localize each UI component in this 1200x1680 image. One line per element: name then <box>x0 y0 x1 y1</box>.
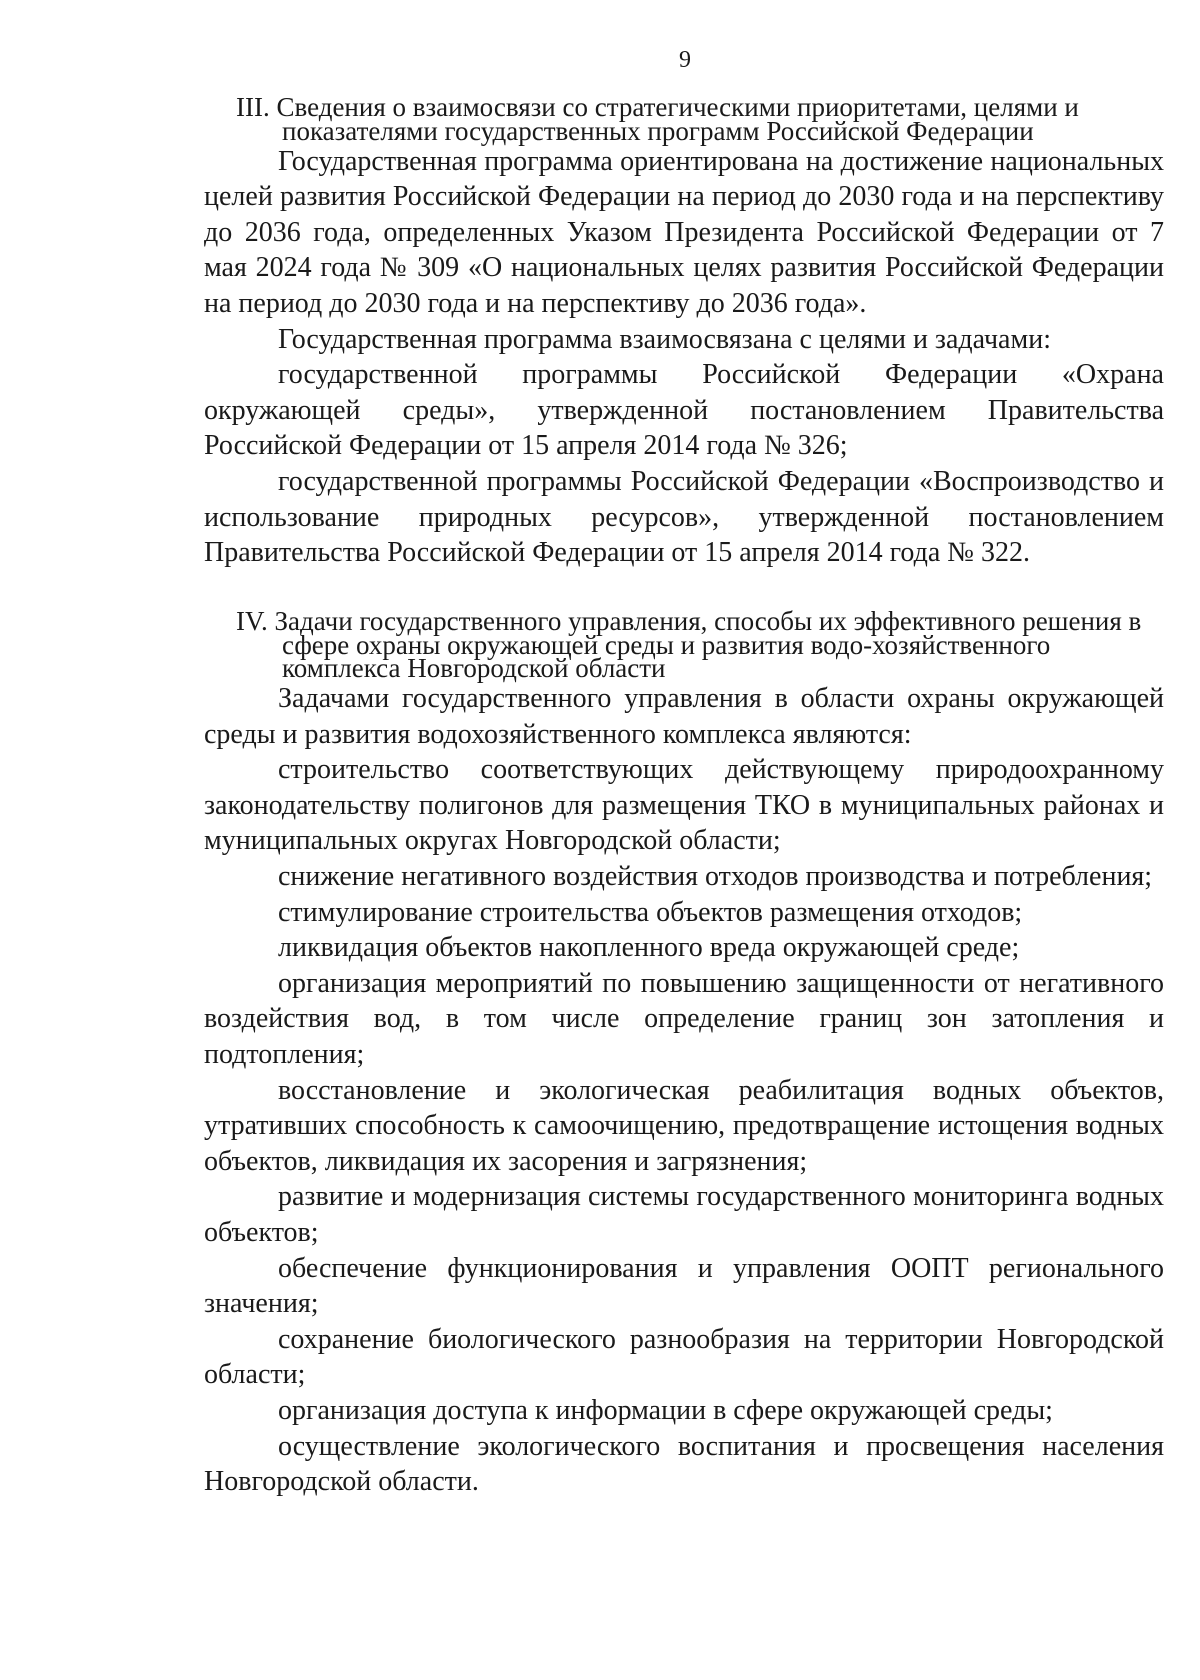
list-item: сохранение биологического разнообразия на территории Новгородской области; <box>204 1323 1164 1391</box>
list-item: осуществление экологического воспитания и просвещения населения Новгородской области. <box>204 1430 1164 1498</box>
paragraph: государственной программы Российской Федерации «Воспроизводство и использование природных ресурсов», утвержденной постановлением Правительства Российской Федерации от 15 апреля 2014 года № 322. <box>204 465 1164 569</box>
list-item: строительство соответствующих действующему природоохранному законодательству полигонов для размещения ТКО в муниципальных районах и муниципальных округах Новгородской области; <box>204 754 1164 857</box>
list-item: развитие и модернизация системы государственного мониторинга водных объектов; <box>204 1181 1164 1249</box>
document-body <box>204 92 1164 1500</box>
list-item: снижение негативного воздействия отходов производства и потребления; <box>278 861 1153 893</box>
list-item: восстановление и экологическая реабилитация водных объектов, утративших способность к самоочищению, предотвращение истощения водных объектов, ликвидация их засорения и загрязнения; <box>204 1074 1164 1177</box>
list-item: стимулирование строительства объектов размещения отходов; <box>278 896 1023 928</box>
page-number: 9 <box>679 47 691 73</box>
paragraph: государственной программы Российской Федерации «Охрана окружающей среды», утвержденной постановлением Правительства Российской Федерации от 15 апреля 2014 года № 326; <box>204 359 1164 462</box>
section-heading-3: III. Сведения о взаимосвязи со стратегическими приоритетами, целями и показателями государственных программ Российской Федерации <box>236 92 1079 146</box>
list-item: ликвидация объектов накопленного вреда окружающей среде; <box>278 932 1020 964</box>
paragraph: Государственная программа ориентирована на достижение национальных целей развития Российской Федерации на период до 2030 года и на перспективу до 2036 года, определенных Указом Президента Российской Федерации от 7 мая 2024 года № 309 «О национальных целях развития Российской Федерации на период до 2030 года и на перспективу до 2036 года». <box>204 145 1164 319</box>
paragraph: Государственная программа взаимосвязана с целями и задачами: <box>278 323 1051 355</box>
list-item: организация мероприятий по повышению защищенности от негативного воздействия вод, в том числе определение границ зон затопления и подтопления; <box>204 967 1164 1071</box>
list-item: организация доступа к информации в сфере окружающей среды; <box>278 1394 1053 1426</box>
section-heading-4: IV. Задачи государственного управления, способы их эффективного решения в сфере охраны окружающей среды и развития водо-хозяйственного комплекса Новгородской области <box>236 605 1142 684</box>
paragraph: Задачами государственного управления в области охраны окружающей среды и развития водохозяйственного комплекса являются: <box>204 683 1164 750</box>
list-item: обеспечение функционирования и управления ООПТ регионального значения; <box>204 1252 1164 1320</box>
